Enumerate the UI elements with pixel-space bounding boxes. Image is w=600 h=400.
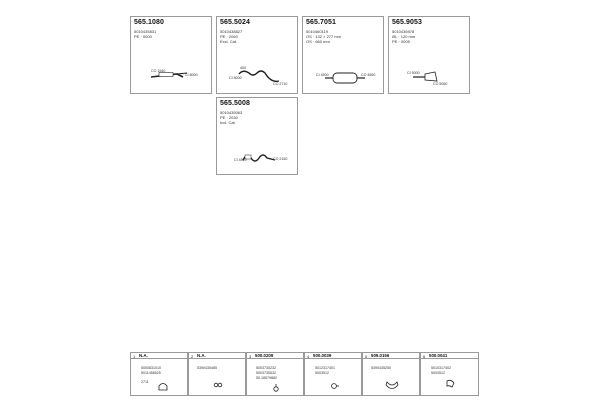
accessory-code: 500.0041 <box>429 353 448 359</box>
hanger-icon <box>189 353 247 397</box>
accessory-ref: 5003730532 <box>256 371 276 375</box>
accessory-index: 2 <box>191 353 194 359</box>
part-reference: 5010436978 <box>392 29 415 34</box>
part-number: 565.5024 <box>220 19 250 26</box>
muffler-drawing <box>303 17 385 95</box>
accessory-cell-4[interactable] <box>304 352 362 396</box>
accessory-ref: 5003730232 <box>256 366 276 370</box>
pipe-label: 400 <box>240 66 246 70</box>
accessory-code: N.A. <box>197 353 206 359</box>
accessory-index: 4 <box>307 353 310 359</box>
accessory-ref: 5003512 <box>315 371 329 375</box>
part-card-2[interactable] <box>216 16 298 94</box>
pipe-label: CI 4520 <box>234 158 247 162</box>
part-number: 565.7051 <box>306 19 336 26</box>
accessory-ref: 5011456525 <box>141 371 161 375</box>
accessory-ref: 5003512 <box>431 371 445 375</box>
pipe-label: CO 1540 <box>151 69 166 73</box>
pipe-label: CO 4550 <box>361 73 376 77</box>
part-reference: 5010435831 <box>134 29 157 34</box>
pipe-label: CI 8000 <box>185 73 198 77</box>
accessory-index: 1 <box>133 353 136 359</box>
accessory-cell-1[interactable] <box>130 352 188 396</box>
clamp-icon <box>247 353 305 397</box>
accessory-cell-3[interactable] <box>246 352 304 396</box>
part-spec: PE · 0000 <box>134 34 152 39</box>
pipe-label: CI 4500 <box>316 73 329 77</box>
accessory-code: 500.0039 <box>313 353 332 359</box>
accessory-code: N.A. <box>139 353 148 359</box>
part-spec: PE · 2060 <box>220 34 238 39</box>
pipe-label: CI 8000 <box>229 76 242 80</box>
accessory-ref: 5000831010 <box>141 366 161 370</box>
part-spec-2: PE · 0005 <box>392 39 410 44</box>
part-spec: OS · 132 × 277 mm <box>306 34 342 39</box>
accessory-ref: 5390435250 <box>371 366 391 370</box>
clamp-icon <box>421 353 480 397</box>
catalyst-pipe-drawing <box>217 98 299 176</box>
gasket-icon <box>305 353 363 397</box>
part-number: 565.1080 <box>134 19 164 26</box>
part-card-1[interactable] <box>130 16 212 94</box>
part-reference: 5010438827 <box>220 29 243 34</box>
accessory-ref: 5390435485 <box>197 366 217 370</box>
pipe-label: CI 5000 <box>407 71 420 75</box>
accessory-cell-5[interactable] <box>362 352 420 396</box>
part-spec: PE · 2030 <box>220 115 238 120</box>
accessory-cell-2[interactable] <box>188 352 246 396</box>
bracket-icon <box>363 353 421 397</box>
accessory-cell-6[interactable] <box>420 352 479 396</box>
part-card-4[interactable] <box>388 16 470 94</box>
accessories-strip <box>130 352 479 396</box>
part-reference: 5010460119 <box>306 29 328 34</box>
part-number: 565.5008 <box>220 100 250 107</box>
pipe-label: CO 5050 <box>433 82 448 86</box>
accessory-ref: 5012317401 <box>315 366 335 370</box>
pipe-label: CO 2710 <box>273 82 288 86</box>
accessory-index: 6 <box>423 353 426 359</box>
accessory-code: 509.0156 <box>371 353 390 359</box>
exhaust-pipe-drawing <box>217 17 299 95</box>
part-number: 565.9053 <box>392 19 422 26</box>
pipe-label: CO 2150 <box>273 157 288 161</box>
accessory-ref: 50.18579882 <box>256 376 277 380</box>
accessory-index: 3 <box>249 353 252 359</box>
clamp-icon <box>131 353 189 397</box>
exhaust-pipe-drawing <box>131 17 213 95</box>
accessory-index: 5 <box>365 353 368 359</box>
accessory-ref: 5010317402 <box>431 366 451 370</box>
part-spec-2: Excl. Cat. <box>220 39 238 44</box>
part-spec-2: OS · 660 mm <box>306 39 330 44</box>
part-card-5[interactable] <box>216 97 298 175</box>
part-reference: 5010435063 <box>220 110 243 115</box>
part-card-3[interactable] <box>302 16 384 94</box>
part-spec-2: Incl. Cat. <box>220 120 236 125</box>
accessory-ref: 2711 <box>141 380 149 384</box>
part-spec: ØL · 120 mm <box>392 34 416 39</box>
tailpipe-drawing <box>389 17 471 95</box>
accessory-code: 500.0209 <box>255 353 274 359</box>
